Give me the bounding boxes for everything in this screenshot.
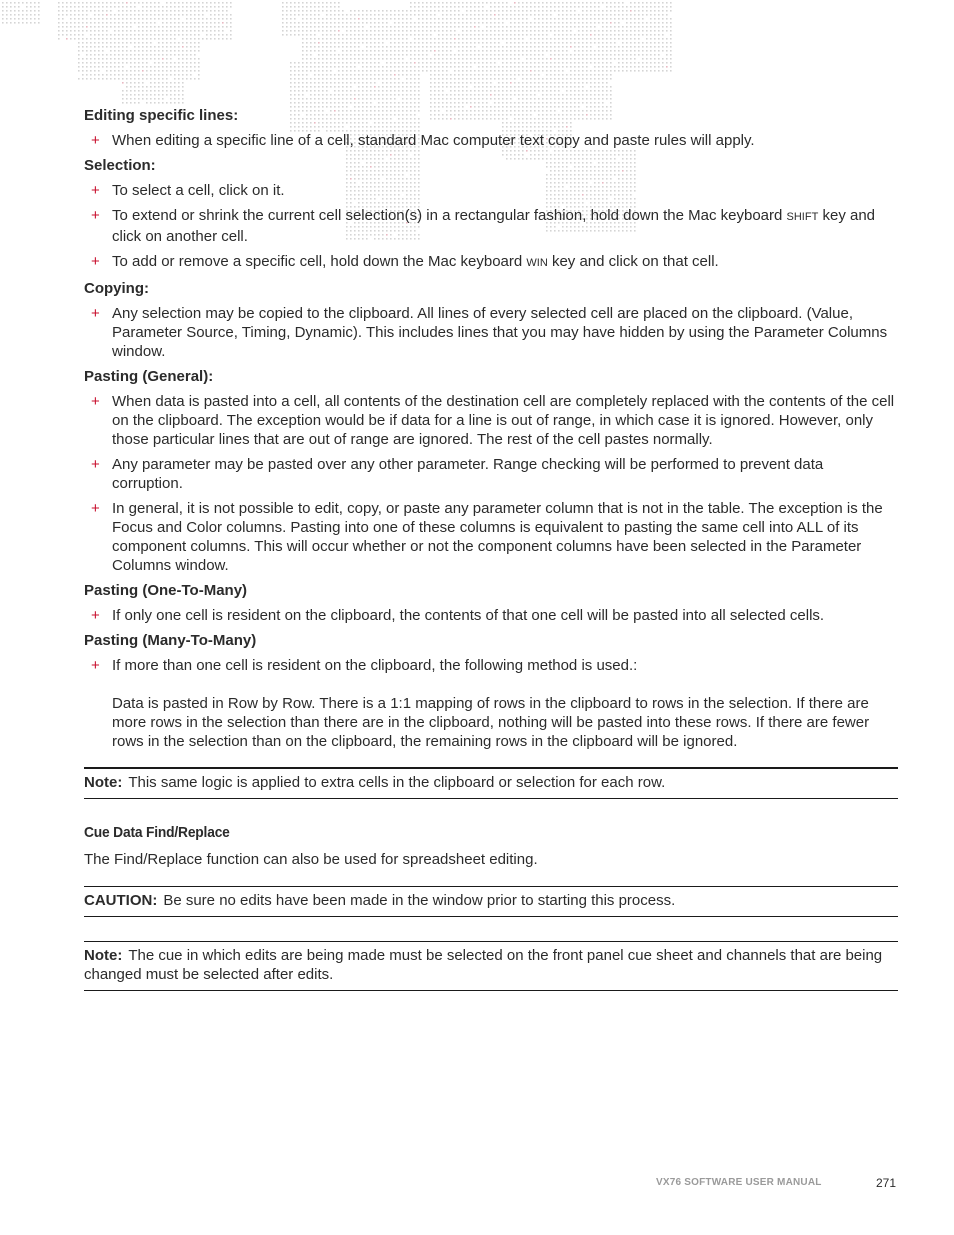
plus-bullet-icon: + bbox=[91, 393, 100, 410]
footer-manual-title: VX76 SOFTWARE USER MANUAL bbox=[656, 1177, 822, 1188]
pasting-one-to-many-list bbox=[84, 606, 898, 625]
plus-bullet-icon: + bbox=[91, 657, 100, 674]
plus-bullet-icon: + bbox=[91, 305, 100, 322]
list-item: + Any parameter may be pasted over any other parameter. Range checking will be performed to prevent data corruption. bbox=[91, 456, 824, 492]
note-text: This same logic is applied to extra cells in the clipboard or selection for each row. bbox=[128, 774, 666, 791]
list-item: + If more than one cell is resident on the clipboard, the following method is used.: Data is pasted in Row by Row. There is a 1:1 mapping of rows in the clipboard to rows in the selection. If there are more rows in the selection than there are in the clipboard, nothing will be pasted into these rows. If there are fewer rows in the selection than on the clipboard, the remaining rows in the clipboard will be ignored. bbox=[84, 656, 898, 751]
section-label-copying: Copying: bbox=[84, 280, 149, 297]
find-replace-intro: The Find/Replace function can also be used for spreadsheet editing. bbox=[84, 851, 538, 868]
section-label-pasting-general: Pasting (General): bbox=[84, 368, 214, 385]
footer-page-number: 271 bbox=[876, 1176, 897, 1190]
list-item: + To add or remove a specific cell, hold down the Mac keyboard WIN key and click on that cell. bbox=[91, 253, 719, 270]
section-label-pasting-many-to-many: Pasting (Many-To-Many) bbox=[84, 632, 257, 649]
win-key-label: WIN bbox=[526, 257, 548, 269]
list-item: + To select a cell, click on it. bbox=[91, 182, 285, 199]
editing-lines-list bbox=[84, 131, 898, 150]
list-item: + If only one cell is resident on the clipboard, the contents of that one cell will be pasted into all selected cells. bbox=[91, 607, 825, 624]
section-label-editing-lines: Editing specific lines: bbox=[84, 107, 239, 124]
plus-bullet-icon: + bbox=[91, 182, 100, 199]
note-box-2 bbox=[84, 941, 898, 991]
pasting-many-to-many-list bbox=[84, 656, 898, 751]
list-item: + When editing a specific line of a cell, standard Mac computer text copy and paste rules will apply. bbox=[91, 132, 755, 149]
selection-list bbox=[84, 181, 898, 273]
copying-list bbox=[84, 304, 898, 361]
note-box bbox=[84, 767, 898, 799]
list-item: + To extend or shrink the current cell selection(s) in a rectangular fashion, hold down the Mac keyboard SHIFT key and click on another cell. bbox=[91, 207, 876, 245]
plus-bullet-icon: + bbox=[91, 207, 100, 224]
list-item: + Any selection may be copied to the clipboard. All lines of every selected cell are placed on the clipboard. (Value, Parameter Source, Timing, Dynamic). This includes lines that you may have hidden by using the Parameter Columns window. bbox=[91, 305, 888, 360]
many-to-many-detail: Data is pasted in Row by Row. There is a 1:1 mapping of rows in the clipboard to rows in the selection. If there are more rows in the selection than there are in the clipboard, nothing will be pasted into these rows. If there are fewer rows in the selection than on the clipboard, the remaining rows in the clipboard will be ignored. bbox=[112, 695, 870, 750]
note-label: Note: bbox=[84, 947, 123, 964]
note-label: Note: bbox=[84, 774, 123, 791]
list-item: + When data is pasted into a cell, all contents of the destination cell are completely replaced with the contents of the cell on the clipboard. The exception would be if data for a line is out of range, in which case it is ignored. However, only those particular lines that are out of range are ignored. The rest of the cell pastes normally. bbox=[91, 393, 895, 448]
caution-label: CAUTION: bbox=[84, 892, 158, 909]
plus-bullet-icon: + bbox=[91, 607, 100, 624]
page-body bbox=[84, 106, 898, 991]
plus-bullet-icon: + bbox=[91, 456, 100, 473]
pasting-general-list bbox=[84, 392, 898, 575]
list-item: + In general, it is not possible to edit, copy, or paste any parameter column that is not in the table. The exception is the Focus and Color columns. Pasting into one of these columns is equivalent to pasting the same cell into ALL of its component columns. This will occur whether or not the component columns have been selected in the Parameter Columns window. bbox=[91, 500, 883, 574]
shift-key-label: SHIFT bbox=[786, 211, 819, 223]
note-text: The cue in which edits are being made must be selected on the front panel cue sheet and channels that are being changed must be selected after edits. bbox=[84, 947, 883, 983]
section-label-selection: Selection: bbox=[84, 157, 156, 174]
plus-bullet-icon: + bbox=[91, 500, 100, 517]
section-label-pasting-one-to-many: Pasting (One-To-Many) bbox=[84, 582, 248, 599]
plus-bullet-icon: + bbox=[91, 253, 100, 270]
plus-bullet-icon: + bbox=[91, 132, 100, 149]
caution-box bbox=[84, 886, 898, 917]
section-heading-find-replace: Cue Data Find/Replace bbox=[84, 824, 230, 841]
caution-text: Be sure no edits have been made in the window prior to starting this process. bbox=[163, 892, 676, 909]
